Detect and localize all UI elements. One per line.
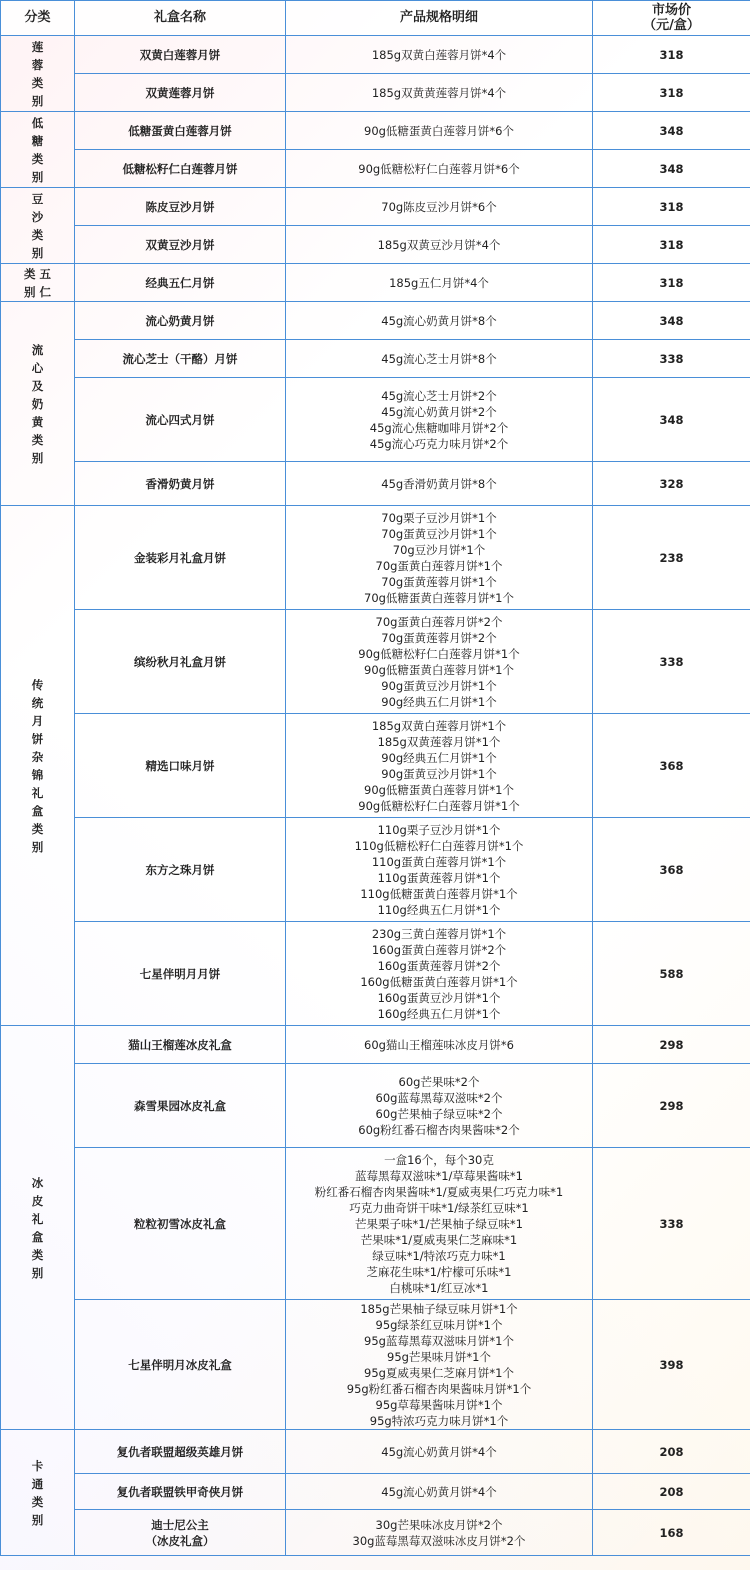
spec-cell: 185g芒果柚子绿豆味月饼*1个 95g绿茶红豆味月饼*1个 95g蓝莓黑莓双滋味月饼*1个 95g芒果味月饼*1个 95g夏威夷果仁芝麻月饼*1个 95g粉红番石榴杏肉果酱味月饼*1个 95g草莓果酱味月饼*1个 95g特浓巧克力味月饼*1个 xyxy=(286,1300,593,1430)
spec-cell: 45g流心芝士月饼*2个 45g流心奶黄月饼*2个 45g流心焦糖咖啡月饼*2个 45g流心巧克力味月饼*2个 xyxy=(286,378,593,462)
price-cell: 208 xyxy=(593,1430,750,1474)
price-cell: 238 xyxy=(593,506,750,610)
table-row xyxy=(1,264,750,302)
category-cell: 卡 通 类 别 xyxy=(1,1430,75,1556)
price-cell: 338 xyxy=(593,610,750,714)
table-row xyxy=(1,188,750,226)
name-cell: 流心奶黄月饼 xyxy=(75,302,286,340)
name-cell: 双黄莲蓉月饼 xyxy=(75,74,286,112)
name-cell: 七星伴明月冰皮礼盒 xyxy=(75,1300,286,1430)
name-cell: 迪士尼公主 （冰皮礼盒） xyxy=(75,1510,286,1556)
price-cell: 168 xyxy=(593,1510,750,1556)
table-row xyxy=(1,150,750,188)
name-cell: 粒粒初雪冰皮礼盒 xyxy=(75,1148,286,1300)
table-row xyxy=(1,818,750,922)
price-cell: 368 xyxy=(593,818,750,922)
price-cell: 348 xyxy=(593,112,750,150)
spec-cell: 45g香滑奶黄月饼*8个 xyxy=(286,462,593,506)
price-cell: 318 xyxy=(593,74,750,112)
table-row xyxy=(1,1026,750,1064)
category-cell: 冰 皮 礼 盒 类 别 xyxy=(1,1026,75,1430)
price-cell: 298 xyxy=(593,1064,750,1148)
table-row xyxy=(1,1148,750,1300)
name-cell: 复仇者联盟超级英雄月饼 xyxy=(75,1430,286,1474)
category-cell: 低 糖 类 别 xyxy=(1,112,75,188)
price-cell: 208 xyxy=(593,1474,750,1510)
header-spec: 产品规格明细 xyxy=(286,1,593,36)
header-name: 礼盒名称 xyxy=(75,1,286,36)
name-cell: 流心四式月饼 xyxy=(75,378,286,462)
name-cell: 森雪果园冰皮礼盒 xyxy=(75,1064,286,1148)
spec-cell: 60g猫山王榴莲味冰皮月饼*6 xyxy=(286,1026,593,1064)
table-row xyxy=(1,226,750,264)
spec-cell: 70g陈皮豆沙月饼*6个 xyxy=(286,188,593,226)
price-cell: 588 xyxy=(593,922,750,1026)
table-row xyxy=(1,1510,750,1556)
name-cell: 流心芝士（干酪）月饼 xyxy=(75,340,286,378)
price-cell: 368 xyxy=(593,714,750,818)
table-row xyxy=(1,462,750,506)
table-body xyxy=(1,36,750,1556)
table-row xyxy=(1,1474,750,1510)
table-row xyxy=(1,302,750,340)
spec-cell: 一盒16个，每个30克 蓝莓黑莓双滋味*1/草莓果酱味*1 粉红番石榴杏肉果酱味*1/夏威夷果仁巧克力味*1 巧克力曲奇饼干味*1/绿茶红豆味*1 芒果栗子味*1/芒果柚子绿豆味*1 芒果味*1/夏威夷果仁芝麻味*1 绿豆味*1/特浓巧克力味*1 芝麻花生味*1/柠檬可乐味*1 白桃味*1/红豆冰*1 xyxy=(286,1148,593,1300)
spec-cell: 185g双黄白莲蓉月饼*4个 xyxy=(286,36,593,74)
price-cell: 338 xyxy=(593,1148,750,1300)
price-cell: 318 xyxy=(593,188,750,226)
price-cell: 348 xyxy=(593,150,750,188)
price-cell: 348 xyxy=(593,378,750,462)
category-cell: 莲 蓉 类 别 xyxy=(1,36,75,112)
table-row xyxy=(1,378,750,462)
spec-cell: 185g双黄豆沙月饼*4个 xyxy=(286,226,593,264)
table-row xyxy=(1,1430,750,1474)
spec-cell: 70g栗子豆沙月饼*1个 70g蛋黄豆沙月饼*1个 70g豆沙月饼*1个 70g蛋黄白莲蓉月饼*1个 70g蛋黄莲蓉月饼*1个 70g低糖蛋黄白莲蓉月饼*1个 xyxy=(286,506,593,610)
spec-cell: 45g流心奶黄月饼*4个 xyxy=(286,1474,593,1510)
price-cell: 318 xyxy=(593,226,750,264)
category-cell: 豆 沙 类 别 xyxy=(1,188,75,264)
name-cell: 低糖蛋黄白莲蓉月饼 xyxy=(75,112,286,150)
name-cell: 精选口味月饼 xyxy=(75,714,286,818)
table-row xyxy=(1,506,750,610)
name-cell: 香滑奶黄月饼 xyxy=(75,462,286,506)
name-cell: 缤纷秋月礼盒月饼 xyxy=(75,610,286,714)
category-cell: 流 心 及 奶 黄 类 别 xyxy=(1,302,75,506)
name-cell: 七星伴明月月饼 xyxy=(75,922,286,1026)
name-cell: 经典五仁月饼 xyxy=(75,264,286,302)
category-cell: 类 五 别 仁 xyxy=(1,264,75,302)
name-cell: 猫山王榴莲冰皮礼盒 xyxy=(75,1026,286,1064)
price-cell: 298 xyxy=(593,1026,750,1064)
table-header-row xyxy=(1,1,750,36)
table-row xyxy=(1,112,750,150)
price-cell: 348 xyxy=(593,302,750,340)
table-row xyxy=(1,74,750,112)
spec-cell: 70g蛋黄白莲蓉月饼*2个 70g蛋黄莲蓉月饼*2个 90g低糖松籽仁白莲蓉月饼*1个 90g低糖蛋黄白莲蓉月饼*1个 90g蛋黄豆沙月饼*1个 90g经典五仁月饼*1个 xyxy=(286,610,593,714)
spec-cell: 230g三黄白莲蓉月饼*1个 160g蛋黄白莲蓉月饼*2个 160g蛋黄莲蓉月饼*2个 160g低糖蛋黄白莲蓉月饼*1个 160g蛋黄豆沙月饼*1个 160g经典五仁月饼*1个 xyxy=(286,922,593,1026)
price-cell: 328 xyxy=(593,462,750,506)
spec-cell: 45g流心奶黄月饼*8个 xyxy=(286,302,593,340)
name-cell: 东方之珠月饼 xyxy=(75,818,286,922)
name-cell: 低糖松籽仁白莲蓉月饼 xyxy=(75,150,286,188)
spec-cell: 185g五仁月饼*4个 xyxy=(286,264,593,302)
name-cell: 陈皮豆沙月饼 xyxy=(75,188,286,226)
spec-cell: 45g流心芝士月饼*8个 xyxy=(286,340,593,378)
table-row xyxy=(1,1064,750,1148)
header-price: 市场价 （元/盒） xyxy=(593,1,750,36)
price-cell: 398 xyxy=(593,1300,750,1430)
price-cell: 318 xyxy=(593,36,750,74)
name-cell: 复仇者联盟铁甲奇侠月饼 xyxy=(75,1474,286,1510)
name-cell: 双黄白莲蓉月饼 xyxy=(75,36,286,74)
header-category: 分类 xyxy=(1,1,75,36)
spec-cell: 90g低糖松籽仁白莲蓉月饼*6个 xyxy=(286,150,593,188)
price-cell: 318 xyxy=(593,264,750,302)
table-row xyxy=(1,1300,750,1430)
spec-cell: 110g栗子豆沙月饼*1个 110g低糖松籽仁白莲蓉月饼*1个 110g蛋黄白莲蓉月饼*1个 110g蛋黄莲蓉月饼*1个 110g低糖蛋黄白莲蓉月饼*1个 110g经典五仁月饼*1个 xyxy=(286,818,593,922)
spec-cell: 60g芒果味*2个 60g蓝莓黑莓双滋味*2个 60g芒果柚子绿豆味*2个 60g粉红番石榴杏肉果酱味*2个 xyxy=(286,1064,593,1148)
name-cell: 金装彩月礼盒月饼 xyxy=(75,506,286,610)
name-cell: 双黄豆沙月饼 xyxy=(75,226,286,264)
table-row xyxy=(1,714,750,818)
spec-cell: 185g双黄黄莲蓉月饼*4个 xyxy=(286,74,593,112)
spec-cell: 185g双黄白莲蓉月饼*1个 185g双黄莲蓉月饼*1个 90g经典五仁月饼*1个 90g蛋黄豆沙月饼*1个 90g低糖蛋黄白莲蓉月饼*1个 90g低糖松籽仁白莲蓉月饼*1个 xyxy=(286,714,593,818)
table-row xyxy=(1,36,750,74)
price-cell: 338 xyxy=(593,340,750,378)
table-row xyxy=(1,610,750,714)
table-row xyxy=(1,340,750,378)
spec-cell: 90g低糖蛋黄白莲蓉月饼*6个 xyxy=(286,112,593,150)
category-cell: 传 统 月 饼 杂 锦 礼 盒 类 别 xyxy=(1,506,75,1026)
table-row xyxy=(1,922,750,1026)
spec-cell: 30g芒果味冰皮月饼*2个 30g蓝莓黑莓双滋味冰皮月饼*2个 xyxy=(286,1510,593,1556)
spec-cell: 45g流心奶黄月饼*4个 xyxy=(286,1430,593,1474)
